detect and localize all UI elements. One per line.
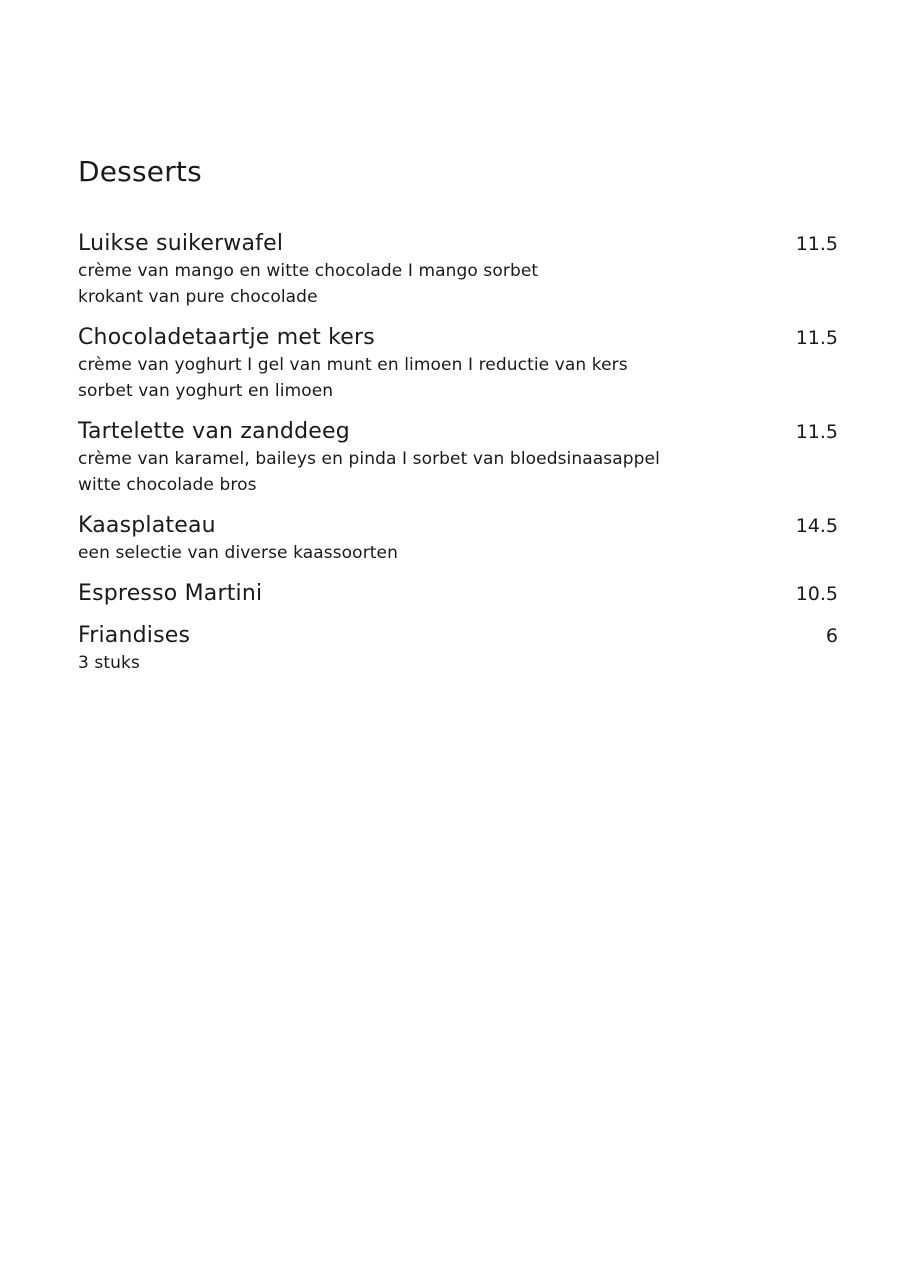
menu-item-description: witte chocolade bros [78,475,257,495]
menu-item-price: 11.5 [795,327,838,349]
menu-item-name: Chocoladetaartje met kers [78,325,375,350]
menu-item-name: Luikse suikerwafel [78,231,284,256]
menu-item-description: sorbet van yoghurt en limoen [78,381,334,401]
menu-item-name: Espresso Martini [78,581,263,606]
menu-item [78,622,838,676]
menu-item-price: 6 [825,625,838,647]
menu-item-name: Friandises [78,623,191,648]
menu-item-description: een selectie van diverse kaassoorten [78,543,398,563]
menu-item-header [78,580,838,608]
menu-item-price: 11.5 [795,421,838,443]
menu-item-header [78,230,838,258]
section-title: Desserts [78,155,202,188]
menu-item-header [78,324,838,352]
menu-item-price: 10.5 [795,583,838,605]
menu-item-header [78,512,838,540]
menu-item [78,512,838,566]
menu-item-price: 14.5 [795,515,838,537]
menu-item-description: crème van yoghurt I gel van munt en limoen I reductie van kers [78,355,628,375]
menu-item-price: 11.5 [795,233,838,255]
menu-item [78,580,838,608]
menu-item-name: Kaasplateau [78,513,216,538]
menu-item [78,230,838,310]
menu-item-description: 3 stuks [78,653,140,673]
menu-item-name: Tartelette van zanddeeg [78,419,350,444]
menu-item [78,418,838,498]
menu-item-description: crème van karamel, baileys en pinda I sorbet van bloedsinaasappel [78,449,660,469]
menu-item-description: krokant van pure chocolade [78,287,318,307]
menu-item-header [78,418,838,446]
menu-item [78,324,838,404]
menu-item-description: crème van mango en witte chocolade I mango sorbet [78,261,539,281]
menu-item-header [78,622,838,650]
menu-page [78,152,838,690]
